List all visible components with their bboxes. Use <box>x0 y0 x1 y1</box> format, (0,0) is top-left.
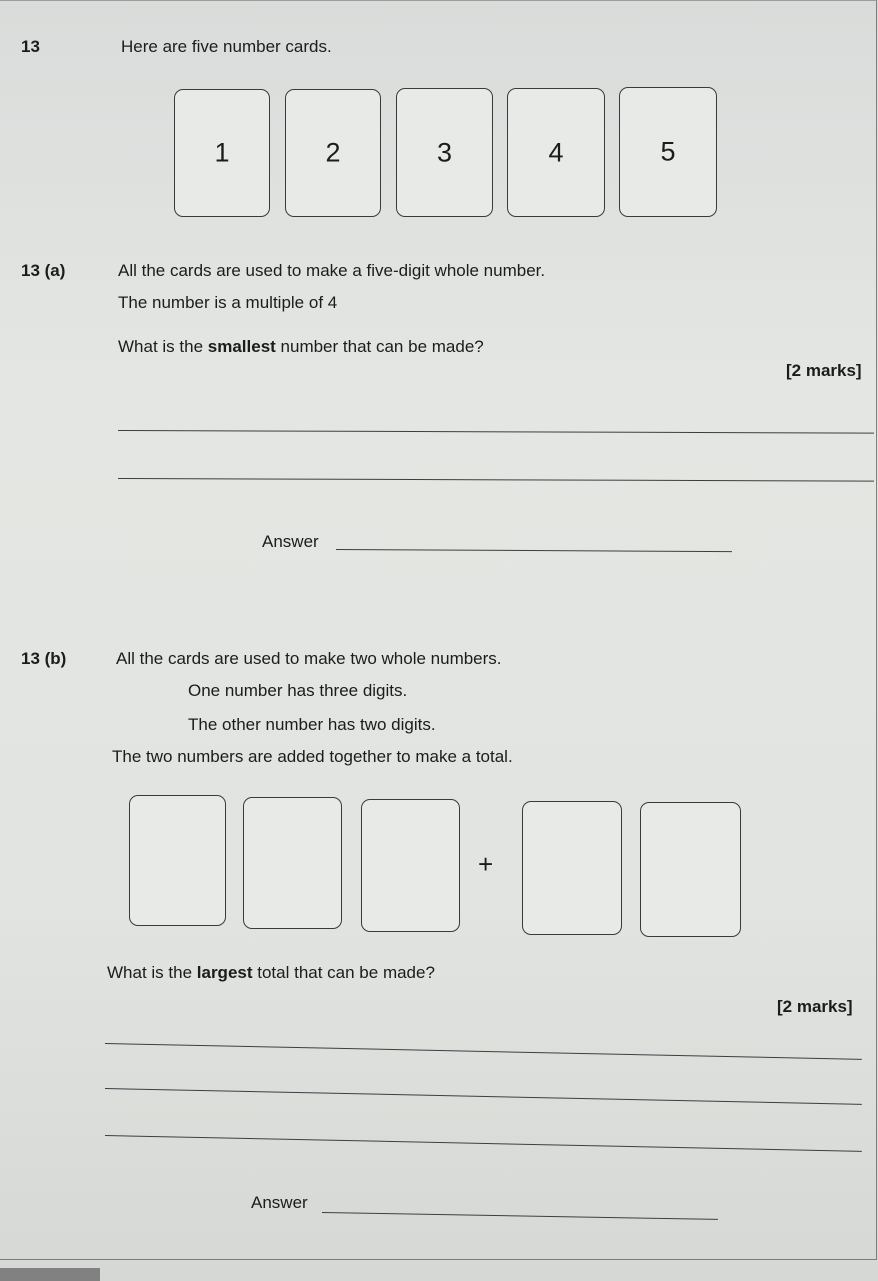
part-a-marks: [2 marks] <box>786 361 862 380</box>
question-text: What is the <box>107 963 197 982</box>
question-text: What is the <box>118 337 208 356</box>
question-number: 13 <box>21 37 40 56</box>
blank-card-tens <box>243 797 342 929</box>
page-edge-shadow <box>0 1268 100 1281</box>
part-b-line-4: The two numbers are added together to make a total. <box>112 747 513 766</box>
part-a-question <box>118 337 484 357</box>
part-b-line-3: The other number has two digits. <box>188 715 436 734</box>
part-b-line-2: One number has three digits. <box>188 681 408 700</box>
question-text: total that can be made? <box>252 963 435 982</box>
part-a-answer-label: Answer <box>262 532 319 551</box>
part-b-label: 13 (b) <box>21 649 67 668</box>
part-b-question <box>107 963 435 983</box>
blank-card-hundreds <box>129 795 226 926</box>
number-card-1 <box>174 89 270 217</box>
part-a-line-2: The number is a multiple of 4 <box>118 293 338 312</box>
card-digit: 1 <box>214 137 230 168</box>
number-card-3 <box>396 88 493 217</box>
working-line <box>105 1043 862 1060</box>
working-line <box>118 478 874 482</box>
blank-card-two-digit-units <box>640 802 741 937</box>
question-intro: Here are five number cards. <box>121 37 332 56</box>
card-digit: 3 <box>436 137 453 167</box>
plus-sign: + <box>478 849 494 879</box>
blank-card-two-digit-tens <box>522 801 622 935</box>
number-card-5 <box>619 87 717 217</box>
part-a-label: 13 (a) <box>21 261 66 280</box>
working-line <box>118 430 874 434</box>
number-card-2 <box>285 89 381 217</box>
part-b-answer-label: Answer <box>251 1193 308 1212</box>
part-a-line-1: All the cards are used to make a five-digit whole number. <box>118 261 546 280</box>
question-text: number that can be made? <box>275 337 484 356</box>
question-emphasis: smallest <box>207 337 276 356</box>
working-line <box>105 1088 862 1105</box>
part-b-line-1: All the cards are used to make two whole numbers. <box>116 649 502 668</box>
card-digit: 5 <box>660 136 676 167</box>
part-b-marks: [2 marks] <box>777 997 853 1016</box>
working-line <box>105 1135 862 1152</box>
part-b-answer-line[interactable] <box>322 1212 718 1220</box>
blank-card-units <box>361 799 460 932</box>
card-digit: 4 <box>548 137 564 167</box>
question-emphasis: largest <box>196 963 253 982</box>
part-a-answer-line[interactable] <box>336 549 732 552</box>
card-digit: 2 <box>325 137 341 168</box>
number-card-4 <box>507 88 605 217</box>
